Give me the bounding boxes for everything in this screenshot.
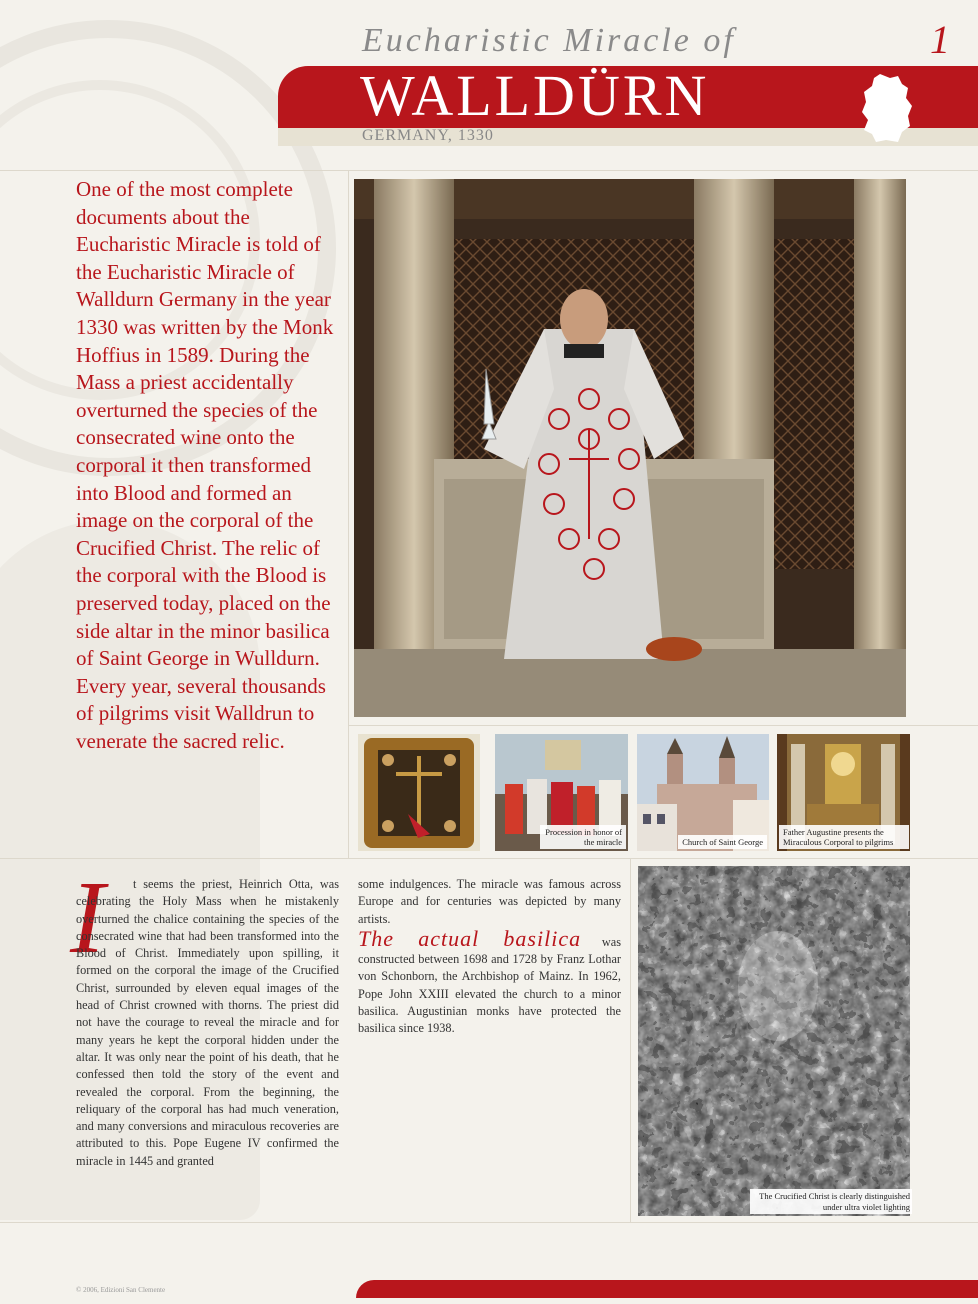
thumbnail-caption: Procession in honor of the miracle — [540, 825, 626, 849]
divider — [0, 858, 978, 859]
intro-text: One of the most complete documents about the Eucharistic Miracle is told of the Eucharistic Miracle of Walldurn Germany in the year 1330 was written by the Monk Hoffius in 1589. During the Mass a priest accidentally overturned the species of the consecrated wine onto the corporal it then transformed into Blood and formed an image on the corporal of the Crucified Christ. The relic of the corporal with the Blood is preserved today, placed on the side altar in the minor basilica of Saint George in Wulldurn. Every year, several thousands of pilgrims visit Walldrun to venerate the sacred relic. — [76, 177, 334, 753]
priest-painting — [354, 179, 906, 717]
divider — [0, 1222, 978, 1223]
thumbnail-caption: Father Augustine presents the Miraculous Corporal to pilgrims — [779, 825, 909, 849]
copyright: © 2006, Edizioni San Clemente — [76, 1286, 166, 1294]
body-text-column-1: t seems the priest, Heinrich Otta, was celebrating the Holy Mass when he mistakenly overturned the chalice containing the species of the consecrated wine that had been transformed into the Blood of Christ. Immediately upon spilling, it formed on the corporal the image of the Crucified Christ, surrounded by eleven equal images of the head of Christ crowned with thorns. The priest did not have the courage to reveal the miracle and for many years he kept the corporal hidden under the altar. It was only near the point of his death, that he confessed then told the story of the event and revealed the corporal. From the beginning, the reliquary of the corporal has had much veneration, and many conversions and miraculous recoveries are attributed to this. Pope Eugene IV confirmed the miracle in 1445 and granted — [76, 877, 339, 1168]
divider — [0, 170, 978, 171]
altar-thumbnail — [777, 734, 910, 851]
divider — [348, 725, 978, 726]
page-title: WALLDÜRN — [360, 63, 710, 128]
body-text-column-2 — [358, 876, 621, 1038]
drop-cap: I — [70, 860, 105, 975]
church-thumbnail — [637, 734, 769, 851]
divider — [348, 170, 349, 858]
footer-banner — [356, 1280, 978, 1298]
page-number: 1 — [930, 17, 950, 62]
section-text: was constructed between 1698 and 1728 by Franz Lothar von Schonborn, the Archbishop of Mainz. In 1962, Pope John XXIII elevated the church to a minor basilica. Augustinian monks have protected the basilica since 1938. — [358, 934, 622, 1036]
germany-map-icon — [858, 72, 918, 144]
procession-thumbnail — [495, 734, 628, 851]
thumbnail-caption: Church of Saint George — [678, 835, 767, 849]
pre-title: Eucharistic Miracle of — [362, 22, 736, 59]
reliquary-thumbnail — [358, 734, 480, 851]
body-paragraph: some indulgences. The miracle was famous across Europe and for centuries was depicted by many artists. — [358, 877, 621, 926]
uv-image-caption: The Crucified Christ is clearly distinguished under ultra violet lighting — [750, 1189, 912, 1214]
body-paragraph — [358, 925, 622, 1038]
divider — [630, 858, 631, 1222]
section-lead: The actual basilica — [358, 925, 582, 951]
uv-corporal-image — [638, 866, 910, 1216]
page-subtitle: GERMANY, 1330 — [362, 127, 494, 144]
